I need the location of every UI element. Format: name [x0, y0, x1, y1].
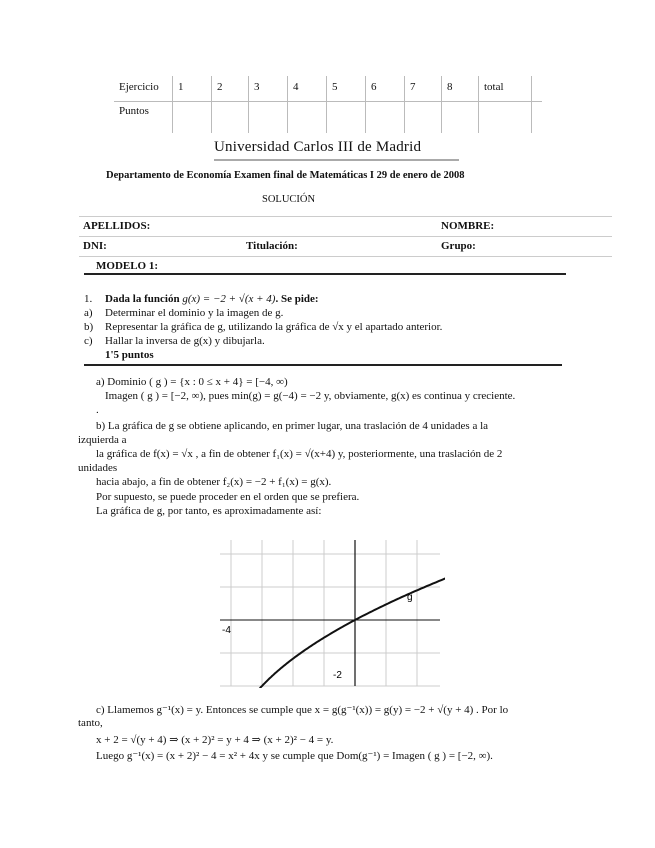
score-cell: total [479, 76, 532, 102]
divider [79, 216, 612, 217]
solution-b6: Por supuesto, se puede proceder en el orden que se prefiera. [96, 491, 360, 503]
score-cell [366, 102, 405, 134]
score-cell [212, 102, 249, 134]
score-cell [532, 76, 543, 102]
solution-b2: izquierda a [78, 434, 127, 446]
solution-c2: tanto, [78, 717, 103, 729]
score-points-row [114, 102, 542, 134]
item-label: b) [84, 321, 94, 333]
graph-grid [220, 540, 445, 688]
score-cell: 4 [288, 76, 327, 102]
solution-a2: Imagen ( g ) = [−2, ∞), pues min(g) = g(−4) = −2 y, obviamente, g(x) es continua y creciente. [105, 390, 516, 402]
solution-label: SOLUCIÓN [262, 194, 316, 205]
item-label: a) [84, 307, 93, 319]
score-cell: 6 [366, 76, 405, 102]
divider [79, 236, 612, 237]
score-cell: 5 [327, 76, 366, 102]
score-cell: 8 [442, 76, 479, 102]
score-cell [405, 102, 442, 134]
dni-label: DNI: [83, 240, 107, 252]
solution-c4: Luego g⁻¹(x) = (x + 2)² − 4 = x² + 4x y se cumple que Dom(g⁻¹) = Imagen ( g ) = [−2, ∞). [96, 750, 493, 762]
title-underline [214, 159, 459, 161]
score-cell: 1 [173, 76, 212, 102]
tick-label-y: -2 [333, 670, 342, 681]
score-header-row [114, 76, 542, 102]
series-label-g: g [407, 592, 413, 603]
score-cell: 2 [212, 76, 249, 102]
solution-b3: la gráfica de f(x) = √x , a fin de obtener f₁(x) = √(x+4) y, posteriormente, una traslación de 2 [96, 448, 503, 460]
problem-item-b: Representar la gráfica de g, utilizando la gráfica de √x y el apartado anterior. [105, 321, 443, 333]
divider [84, 273, 566, 275]
nombre-label: NOMBRE: [441, 220, 495, 232]
solution-b5: hacia abajo, a fin de obtener f₂(x) = −2 + f₁(x) = g(x). [96, 476, 332, 488]
score-cell [249, 102, 288, 134]
problem-points: 1'5 puntos [105, 349, 154, 361]
university-title: Universidad Carlos III de Madrid [214, 139, 422, 155]
solution-a1: a) Dominio ( g ) = {x : 0 ≤ x + 4} = [−4, ∞) [96, 376, 288, 388]
score-table [114, 76, 542, 133]
problem-item-c: Hallar la inversa de g(x) y dibujarla. [105, 335, 265, 347]
grupo-label: Grupo: [441, 240, 476, 252]
solution-b7: La gráfica de g, por tanto, es aproximadamente así: [96, 505, 322, 517]
exam-header: Departamento de Economía Examen final de Matemáticas I 29 de enero de 2008 [106, 170, 465, 181]
divider [84, 364, 562, 366]
solution-b4: unidades [78, 462, 118, 474]
apellidos-label: APELLIDOS: [83, 220, 151, 232]
item-label: c) [84, 335, 93, 347]
solution-c3: x + 2 = √(y + 4) ⇒ (x + 2)² = y + 4 ⇒ (x + 2)² − 4 = y. [96, 734, 334, 746]
score-cell [479, 102, 532, 134]
score-cell [173, 102, 212, 134]
divider [79, 256, 612, 257]
function-graph [220, 536, 445, 688]
titulacion-label: Titulación: [246, 240, 298, 252]
score-cell: Ejercicio [114, 76, 173, 102]
score-cell: Puntos [119, 105, 149, 117]
problem-number: 1. [84, 293, 93, 305]
problem-formula: g(x) = −2 + √(x + 4) [182, 293, 276, 305]
score-cell [288, 102, 327, 134]
problem-title [105, 293, 319, 305]
score-cell [327, 102, 366, 134]
solution-a3: . [96, 404, 99, 416]
modelo-label: MODELO 1: [96, 260, 159, 272]
problem-title-suffix: . Se pide: [275, 293, 319, 305]
score-cell [442, 102, 479, 134]
score-cell [532, 102, 543, 134]
problem-title-prefix: Dada la función [105, 293, 180, 305]
solution-c1: c) Llamemos g⁻¹(x) = y. Entonces se cumple que x = g(g⁻¹(x)) = g(y) = −2 + √(y + 4) . Por lo [96, 704, 509, 716]
score-cell: 3 [249, 76, 288, 102]
tick-label-x: -4 [222, 625, 231, 636]
solution-b1: b) La gráfica de g se obtiene aplicando, en primer lugar, una traslación de 4 unidades a la [96, 420, 489, 432]
problem-item-a: Determinar el dominio y la imagen de g. [105, 307, 284, 319]
score-cell: 7 [405, 76, 442, 102]
